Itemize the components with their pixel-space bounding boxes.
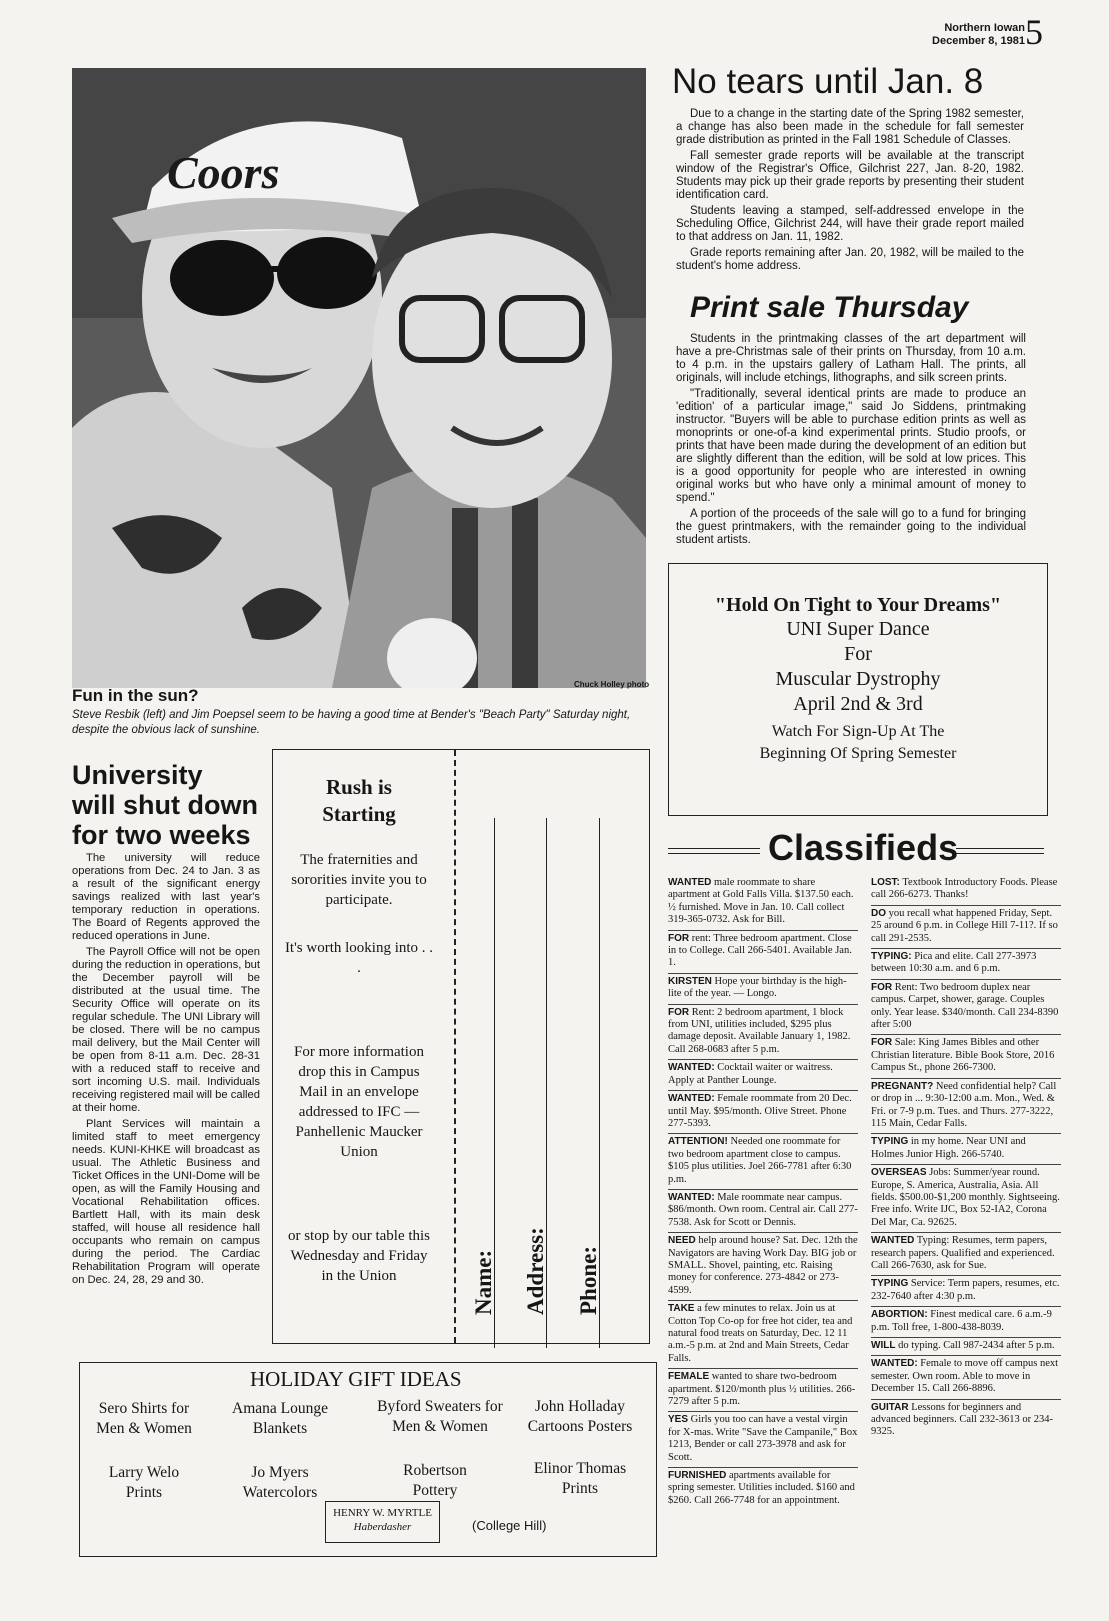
classified-ad: WANTED: Male roommate near campus. $86/month. Own room. Central air. Call 277-7538. Ask for Scott or Dennis.	[668, 1190, 858, 1233]
rush-ad	[272, 749, 650, 1344]
caption-head: Fun in the sun?	[72, 686, 199, 705]
caption-text: Steve Resbik (left) and Jim Poepsel seem to be having a good time at Bender's "Beach Party" Saturday night, despite the obvious lack of sunshine.	[72, 709, 631, 736]
ad-title: "Hold On Tight to Your Dreams"	[714, 594, 1002, 616]
ad-line: April 2nd & 3rd	[793, 693, 923, 715]
masthead	[932, 22, 1025, 48]
photo	[72, 68, 646, 688]
classified-ad: WANTED: Female to move off campus next semester. Own room. Able to move in December 15. Call 266-8896.	[871, 1356, 1061, 1399]
classified-ad: GUITAR Lessons for beginners and advanced beginners. Call 232-3613 or 234-9325.	[871, 1401, 1053, 1438]
university-body	[72, 852, 260, 1290]
classified-ad: ABORTION: Finest medical care. 6 a.m.-9 p.m. Toll free, 1-800-438-8039.	[871, 1307, 1061, 1338]
classified-ad: FURNISHED apartments available for spring semester. Utilities included. $160 and $260. Call 266-7748 for an appointment.	[668, 1470, 855, 1506]
classifieds-header	[668, 827, 1046, 870]
paragraph: A portion of the proceeds of the sale will go to a fund for bringing the guest printmakers, with the remainder going to the individual student artists.	[676, 508, 1026, 546]
classified-ad: FOR Sale: King James Bibles and other Christian literature. Bible Book Store, 2016 Campus St., phone 266-7300.	[871, 1035, 1061, 1078]
classified-ad: KIRSTEN Hope your birthday is the high-lite of the year. — Longo.	[668, 974, 858, 1005]
ad-line: Muscular Dystrophy	[775, 668, 941, 690]
classifieds-title: Classifieds	[768, 827, 959, 868]
classifieds-col-1	[668, 875, 858, 1510]
print-body	[676, 333, 1026, 550]
headline-line: will shut down	[72, 790, 258, 820]
page-number: 5	[1025, 12, 1043, 52]
tears-body	[676, 108, 1024, 276]
rush-title-line: Rush is	[326, 775, 392, 799]
logo-line: Haberdasher	[353, 1521, 412, 1533]
classifieds-col-2	[871, 875, 1061, 1442]
classified-ad: WANTED Typing: Resumes, term papers, research papers. Qualified and experienced. Call 266-7630, ask for Sue.	[871, 1233, 1061, 1276]
classified-ad: PREGNANT? Need confidential help? Call or drop in ... 9:30-12:00 a.m. Mon., Wed. & Fri. or 7-9 p.m. Tues. and Thurs. 277-3222, 115 Main, Cedar Falls.	[871, 1079, 1061, 1135]
gift-item: Amana Lounge Blankets	[232, 1400, 328, 1437]
header-rule	[956, 848, 1044, 854]
phone-label: Phone:	[576, 1246, 601, 1315]
classified-ad: NEED help around house? Sat. Dec. 12th the Navigators are having Work Day. BIG job or SMALL. Shovel, painting, etc. Raising money for conference. 273-4842 or 273-4599.	[668, 1233, 858, 1301]
name-label: Name:	[471, 1249, 496, 1315]
superdance-ad	[668, 563, 1048, 816]
classified-ad: TYPING Service: Term papers, resumes, etc. 232-7640 after 4:30 p.m.	[871, 1276, 1061, 1307]
cap-logo: Coors	[167, 147, 280, 198]
paragraph: The Payroll Office will not be open during the reduction in operations, but the December payroll will be distributed at the usual time. The Security Office will operate on its regular schedule. The UNI Library will be closed. There will be no campus mail delivery, but the Mail Center will be open from 8-11 a.m. Dec. 28-31 with a reduced staff to receive and sort incoming U.S. mail. Individuals receiving registered mail will be called at their home.	[72, 946, 260, 1114]
paragraph: The university will reduce operations from Dec. 24 to Jan. 3 as a result of the significant energy savings realized with last year's temporary reduction in operations. The Board of Regents approved the reduced operations in June.	[72, 852, 260, 942]
issue-date: December 8, 1981	[932, 35, 1025, 47]
classified-ad: LOST: Textbook Introductory Foods. Please call 266-6273. Thanks!	[871, 875, 1061, 906]
classified-ad: FOR Rent: 2 bedroom apartment, 1 block from UNI, utilities included, $295 plus damage deposit. Available January 1, 1982. Call 268-0683 after 5 p.m.	[668, 1005, 858, 1061]
classified-ad: TYPING: Pica and elite. Call 277-3973 between 10:30 a.m. and 6 p.m.	[871, 949, 1061, 980]
rush-info: For more information drop this in Campus Mail in an envelope addressed to IFC — Panhellenic Maucker Union	[294, 1044, 424, 1160]
classified-ad: FOR rent: Three bedroom apartment. Close in to College. Call 266-5401. Available Jan. 1.	[668, 931, 858, 974]
classified-ad: DO you recall what happened Friday, Sept. 25 around 6 p.m. in College Hill 7-11?. If so call 291-2535.	[871, 906, 1061, 949]
classified-ad: WANTED male roommate to share apartment at Gold Falls Villa. $137.50 each. ½ furnished. Move in Jan. 10. Call collect 319-365-0732. Ask for Bill.	[668, 875, 858, 931]
gift-item: Larry Welo Prints	[108, 1464, 180, 1501]
rush-title	[283, 774, 435, 828]
haberdasher-logo	[325, 1501, 440, 1543]
paragraph: Students in the printmaking classes of the art department will have a pre-Christmas sale of their prints on Thursday, from 10 a.m. to 4 p.m. in the upstairs gallery of Latham Hall. The prints, all originals, will include etchings, lithographs, and silk screen prints.	[676, 333, 1026, 384]
paper-name: Northern Iowan	[944, 22, 1025, 34]
rush-invite: The fraternities and sororities invite you to participate.	[291, 852, 427, 908]
ad-line: UNI Super Dance	[786, 618, 930, 640]
gift-ideas-ad	[79, 1362, 657, 1557]
paragraph: Due to a change in the starting date of the Spring 1982 semester, a change has also been made in the schedule for fall semester grade distribution as printed in the Fall 1981 Schedule of Classes.	[676, 108, 1024, 146]
gift-item: Sero Shirts for Men & Women	[96, 1400, 192, 1437]
photo-credit: Chuck Holley photo	[574, 680, 650, 689]
tears-headline: No tears until Jan. 8	[672, 62, 984, 101]
classified-ad: FOR Rent: Two bedroom duplex near campus. Carpet, shower, garage. Couples only. Year lease. $340/month. Call 234-8390 after 5:00	[871, 980, 1061, 1036]
paragraph: Fall semester grade reports will be available at the transcript window of the Registrar's Office, Gilchrist 227, Jan. 8-20, 1982. Students may pick up their grade reports by presenting their student identification card.	[676, 150, 1024, 201]
rush-table: or stop by our table this Wednesday and Friday in the Union	[287, 1228, 431, 1284]
paragraph: Plant Services will maintain a limited staff to meet emergency needs. KUNI-KHKE will broadcast as usual. The Athletic Business and Ticket Offices in the UNI-Dome will be open, as will the Family Housing and Vocational Rehabilitation offices. Bartlett Hall, with its main desk staffed, will house all residence hall occupants who remain on campus during the period. The Cardiac Rehabilitation Program will operate on Dec. 24, 28, 29 and 30.	[72, 1118, 260, 1286]
gift-item: John Holladay Cartoons Posters	[527, 1398, 633, 1435]
paragraph: Students leaving a stamped, self-addressed envelope in the Scheduling Office, Gilchrist 244, will have their grade report mailed to that address on Jan. 11, 1982.	[676, 205, 1024, 243]
gift-item: Elinor Thomas Prints	[533, 1460, 627, 1497]
address-label: Address:	[523, 1227, 548, 1315]
print-headline: Print sale Thursday	[690, 291, 969, 324]
ad-line: Beginning Of Spring Semester	[759, 745, 957, 762]
rush-text	[283, 774, 435, 1286]
university-headline	[72, 760, 258, 850]
classified-ad: OVERSEAS Jobs: Summer/year round. Europe, S. America, Australia, Asia. All fields. $500.00-$1,200 monthly. Sightseeing. Free info. Write IJC, Box 52-IA2, Corona Del Mar, Ca. 92625.	[871, 1165, 1061, 1233]
gift-title: HOLIDAY GIFT IDEAS	[250, 1367, 462, 1391]
classified-ad: TAKE a few minutes to relax. Join us at Cotton Top Co-op for free hot cider, tea and natural food treats on Saturday, Dec. 12 11 a.m.-5 p.m. at 2nd and Main Streets, Cedar Falls.	[668, 1301, 858, 1369]
paragraph: Grade reports remaining after Jan. 20, 1982, will be mailed to the student's home address.	[676, 247, 1024, 272]
rush-title-line: Starting	[322, 802, 396, 826]
logo-line: HENRY W. MYRTLE	[333, 1507, 432, 1519]
gift-location: (College Hill)	[472, 1518, 547, 1533]
beach-party-photo	[72, 68, 646, 688]
gift-item: Jo Myers Watercolors	[242, 1464, 318, 1501]
classified-ad: WANTED: Cocktail waiter or waitress. Apply at Panther Lounge.	[668, 1060, 858, 1091]
ad-line: Watch For Sign-Up At The	[771, 723, 945, 740]
classified-ad: FEMALE wanted to share two-bedroom apartment. $120/month plus ½ utilities. 266-7279 after 5 p.m.	[668, 1369, 858, 1412]
gift-item: Robertson Pottery	[403, 1462, 467, 1499]
classified-ad: TYPING in my home. Near UNI and Holmes Junior High. 266-5740.	[871, 1134, 1061, 1165]
ad-line: For	[844, 643, 872, 665]
classified-ad: WANTED: Female roommate from 20 Dec. until May. $95/month. Olive Street. Phone 277-5393.	[668, 1091, 858, 1134]
classified-ad: ATTENTION! Needed one roommate for two bedroom apartment close to campus. $105 plus utilities. Joel 266-7781 after 6:30 p.m.	[668, 1134, 858, 1190]
rush-worth: It's worth looking into . . .	[284, 940, 434, 976]
classified-ad: WILL do typing. Call 987-2434 after 5 p.m.	[871, 1338, 1061, 1356]
header-rule	[668, 848, 760, 854]
cut-line	[454, 750, 456, 1343]
headline-line: University	[72, 760, 203, 790]
classified-ad: YES Girls you too can have a vestal virgin for X-mas. Write "Save the Campanile," Box 1213, Bender or call 273-3978 and ask for Scott.	[668, 1412, 858, 1468]
gift-item: Byford Sweaters for Men & Women	[377, 1398, 503, 1435]
headline-line: for two weeks	[72, 820, 251, 850]
paragraph: "Traditionally, several identical prints are made to produce an 'edition' of a particular image," said Jo Siddens, printmaking instructor. "Buyers will be able to purchase edition prints as well as monoprints or one-of-a kind experimental prints. Studio proofs, or prints that have been made during the development of an edition but are slightly different than the edition, will be sold at low prices. This is a good opportunity for people who are interested in owning original works but who have only a minimal amount of money to spend."	[676, 388, 1026, 504]
